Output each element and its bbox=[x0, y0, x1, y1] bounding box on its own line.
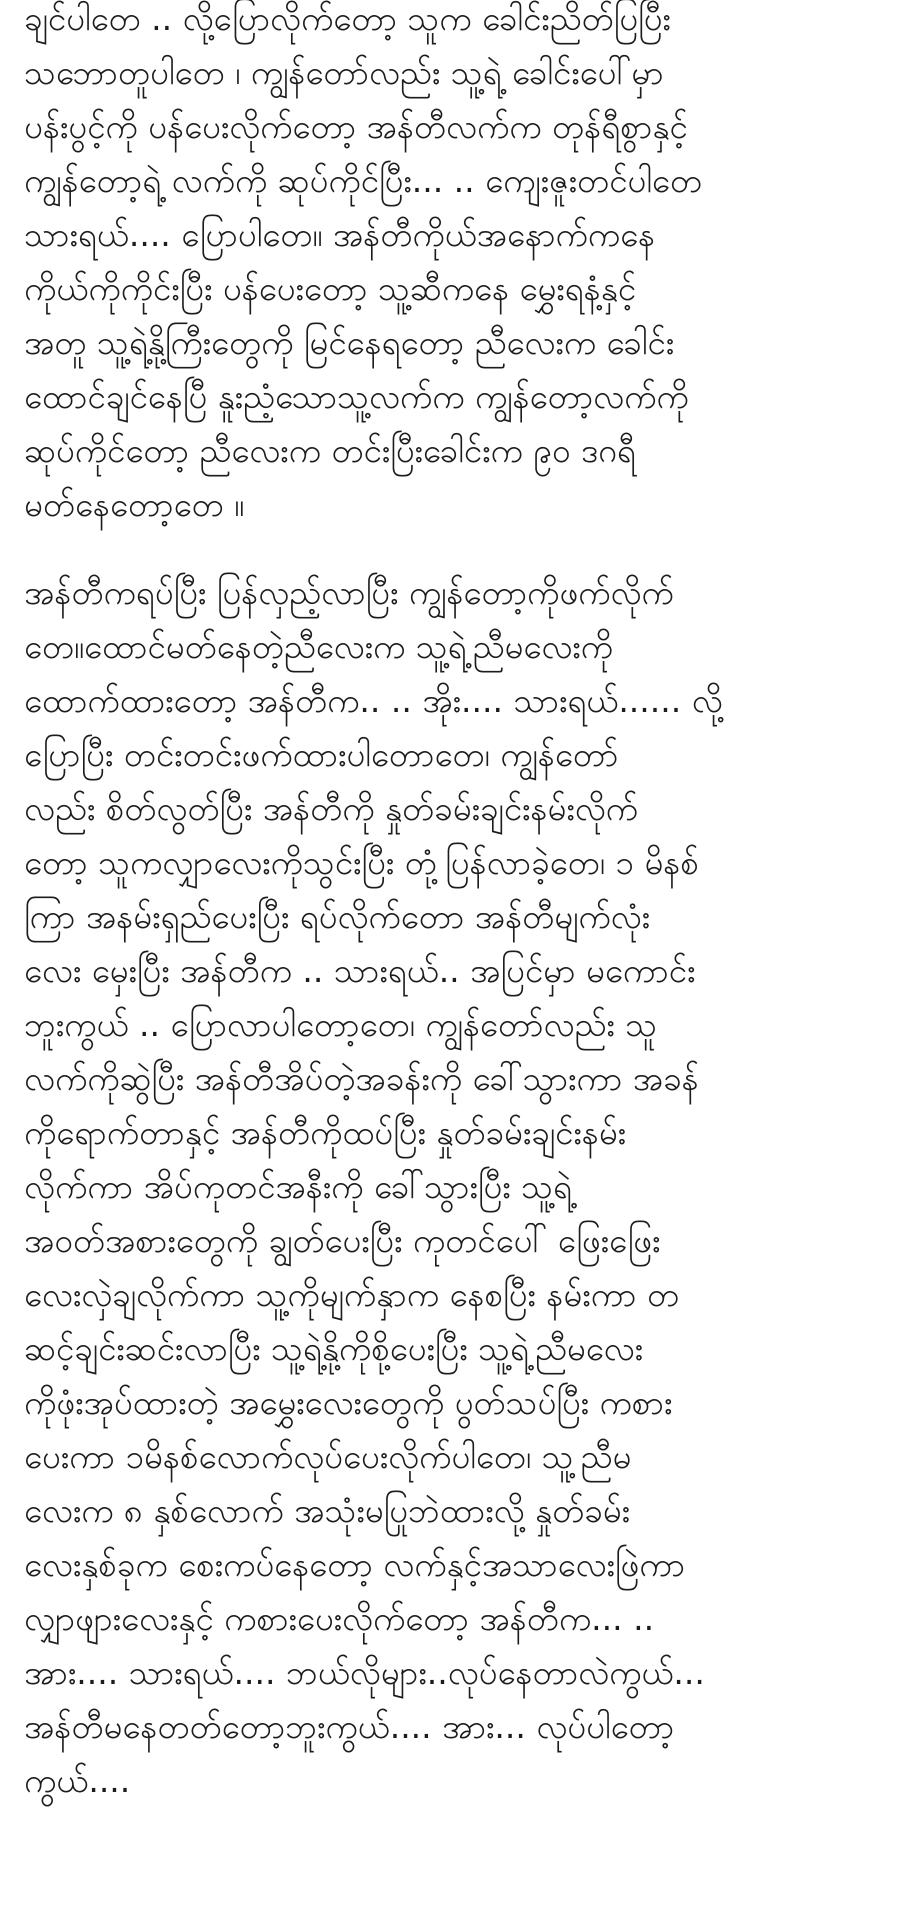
paragraph-2: အန်တီကရပ်ပြီး ပြန်လှည့်လာပြီး ကျွန်တော့ကိုဖက်လိုက် တေ။ထောင်မတ်နေတဲ့ညီလေးက သူ့ရဲ့ညီမလေးကို ထောက်ထားတော့ အန်တီက.. .. အိုး.... သားရယ်...... လို့ ပြောပြီး တင်းတင်းဖက်ထားပါတောတေ၊ ကျွန်တော် လည်း စိတ်လွတ်ပြီး အန်တီကို နှုတ်ခမ်းချင်းနမ်းလိုက် တော့ သူကလျှာလေးကိုသွင်းပြီး တုံ့ပြန်လာခဲ့တေ၊ ၁ မိနစ် ကြာ အနမ်းရှည်ပေးပြီး ရပ်လိုက်တော အန်တီမျက်လုံး လေး မှေးပြီး အန်တီက .. သားရယ်.. အပြင်မှာ မကောင်း ဘူးကွယ် .. ပြောလာပါတော့တေ၊ ကျွန်တော်လည်း သူ လက်ကိုဆွဲပြီး အန်တီအိပ်တဲ့အခန်းကို ခေါ်သွားကာ အခန် ကိုရောက်တာနှင့် အန်တီကိုထပ်ပြီး နှုတ်ခမ်းချင်းနမ်း လိုက်ကာ အိပ်ကုတင်အနီးကို ခေါ်သွားပြီး သူ့ရဲ့ အဝတ်အစားတွေကို ချွတ်ပေးပြီး ကုတင်ပေါ် ဖြေးဖြေး လေးလှဲချလိုက်ကာ သူ့ကိုမျက်နှာက နေစပြီး နမ်းကာ တ ဆင့်ချင်းဆင်းလာပြီး သူ့ရဲ့နို့ကိုစို့ပေးပြီး သူ့ရဲ့ညီမလေး ကိုဖုံးအုပ်ထားတဲ့ အမွှေးလေးတွေကို ပွတ်သပ်ပြီး ကစား ပေးကာ ၁မိနစ်လောက်လုပ်ပေးလိုက်ပါတေ၊ သူ့ညီမ လေးက ၈ နှစ်လောက် အသုံးမပြုဘဲထားလို့ နှုတ်ခမ်း လေးနှစ်ခုက စေးကပ်နေတော့ လက်နှင့်အသာလေးဖြဲကာ လျှာဖျားလေးနှင့် ကစားပေးလိုက်တော့ အန်တီက... .. အား.... သားရယ်.... ဘယ်လိုများ..လုပ်နေတာလဲကွယ်... အန်တီမနေတတ်တော့ဘူးကွယ်.... အား... လုပ်ပါတော့ ကွယ်.... bbox=[24, 573, 723, 1800]
paragraph-1: ချင်ပါတေ .. လို့ပြောလိုက်တော့ သူက ခေါင်းညိတ်ပြပြီး သဘောတူပါတေ ၊ ကျွန်တော်လည်း သူ့ရဲ့ ခေါင်းပေါ်မှာ ပန်းပွင့်ကို ပန်ပေးလိုက်တော့ အန်တီလက်က တုန်ရီစွာနှင့် ကျွန်တော့ရဲ့ လက်ကို ဆုပ်ကိုင်ပြီး... .. ကျေးဇူးတင်ပါတေ သားရယ်.... ပြောပါတေ။ အန်တီကိုယ်အနောက်ကနေ ကိုယ်ကိုကိုင်းပြီး ပန်ပေးတော့ သူ့ဆီကနေ မွှေးရနံ့နှင့် အတူ သူ့ရဲ့နို့ကြီးတွေကို မြင်နေရတော့ ညီလေးက ခေါင်း ထောင်ချင်နေပြီ နူးညံ့သောသူ့လက်က ကျွန်တော့လက်ကို ဆုပ်ကိုင်တော့ ညီလေးက တင်းပြီးခေါင်းက ၉၀ ဒဂရီ မတ်နေတော့တေ ။ bbox=[24, 0, 702, 524]
